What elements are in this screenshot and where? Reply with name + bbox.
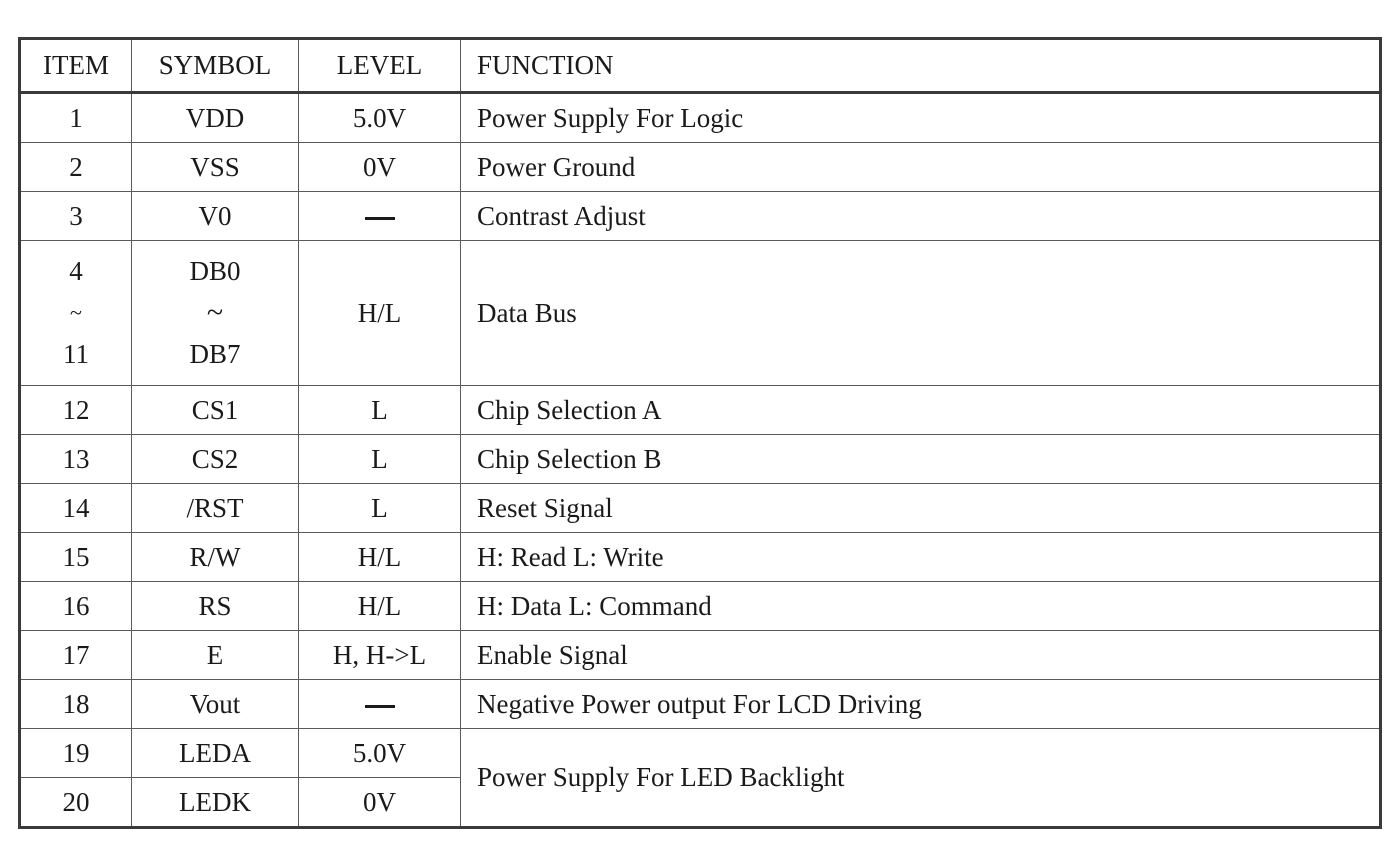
symbol-range-separator: ~ bbox=[206, 296, 224, 329]
level-cell: 0V bbox=[299, 143, 461, 192]
function-cell: Data Bus bbox=[461, 241, 1381, 386]
function-cell: Chip Selection A bbox=[461, 386, 1381, 435]
pin-function-table bbox=[18, 37, 1382, 829]
item-range-cell bbox=[20, 241, 132, 386]
function-cell: Power Supply For Logic bbox=[461, 93, 1381, 143]
table-row bbox=[20, 143, 1381, 192]
dash-icon bbox=[365, 705, 395, 708]
level-cell: 5.0V bbox=[299, 93, 461, 143]
item-cell: 2 bbox=[20, 143, 132, 192]
symbol-cell: VSS bbox=[132, 143, 299, 192]
header-symbol: SYMBOL bbox=[132, 39, 299, 93]
item-cell: 14 bbox=[20, 484, 132, 533]
level-cell: L bbox=[299, 435, 461, 484]
function-cell: Negative Power output For LCD Driving bbox=[461, 680, 1381, 729]
symbol-cell: Vout bbox=[132, 680, 299, 729]
table-row bbox=[20, 192, 1381, 241]
function-cell: Enable Signal bbox=[461, 631, 1381, 680]
table-row-data-bus bbox=[20, 241, 1381, 386]
symbol-cell: CS1 bbox=[132, 386, 299, 435]
table-row bbox=[20, 386, 1381, 435]
item-range-start: 4 bbox=[69, 256, 83, 286]
symbol-cell: CS2 bbox=[132, 435, 299, 484]
symbol-cell: LEDA bbox=[132, 729, 299, 778]
item-cell: 13 bbox=[20, 435, 132, 484]
table-row bbox=[20, 582, 1381, 631]
function-cell: H: Read L: Write bbox=[461, 533, 1381, 582]
table-row bbox=[20, 93, 1381, 143]
function-cell-merged: Power Supply For LED Backlight bbox=[461, 729, 1381, 828]
level-cell: H/L bbox=[299, 582, 461, 631]
symbol-cell: VDD bbox=[132, 93, 299, 143]
table-row bbox=[20, 484, 1381, 533]
level-cell: H/L bbox=[299, 533, 461, 582]
item-cell: 15 bbox=[20, 533, 132, 582]
table-row bbox=[20, 680, 1381, 729]
item-range-end: 11 bbox=[63, 339, 89, 369]
level-cell: H, H->L bbox=[299, 631, 461, 680]
symbol-range-end: DB7 bbox=[189, 339, 241, 369]
level-cell: H/L bbox=[299, 241, 461, 386]
item-cell: 1 bbox=[20, 93, 132, 143]
table-header-row bbox=[20, 39, 1381, 93]
function-cell: H: Data L: Command bbox=[461, 582, 1381, 631]
item-cell: 16 bbox=[20, 582, 132, 631]
symbol-cell: RS bbox=[132, 582, 299, 631]
item-cell: 17 bbox=[20, 631, 132, 680]
item-cell: 20 bbox=[20, 778, 132, 828]
table-row bbox=[20, 435, 1381, 484]
table-row bbox=[20, 631, 1381, 680]
item-cell: 18 bbox=[20, 680, 132, 729]
function-cell: Chip Selection B bbox=[461, 435, 1381, 484]
item-cell: 3 bbox=[20, 192, 132, 241]
table-row bbox=[20, 533, 1381, 582]
header-function: FUNCTION bbox=[461, 39, 1381, 93]
symbol-cell: R/W bbox=[132, 533, 299, 582]
level-cell: L bbox=[299, 386, 461, 435]
level-cell bbox=[299, 680, 461, 729]
symbol-cell: /RST bbox=[132, 484, 299, 533]
level-cell: 5.0V bbox=[299, 729, 461, 778]
symbol-range-start: DB0 bbox=[189, 256, 241, 286]
level-cell: L bbox=[299, 484, 461, 533]
item-cell: 19 bbox=[20, 729, 132, 778]
level-cell: 0V bbox=[299, 778, 461, 828]
header-level: LEVEL bbox=[299, 39, 461, 93]
function-cell: Contrast Adjust bbox=[461, 192, 1381, 241]
symbol-cell: E bbox=[132, 631, 299, 680]
table-row bbox=[20, 729, 1381, 778]
symbol-cell: LEDK bbox=[132, 778, 299, 828]
function-cell: Power Ground bbox=[461, 143, 1381, 192]
symbol-range-cell bbox=[132, 241, 299, 386]
dash-icon bbox=[365, 217, 395, 220]
level-cell bbox=[299, 192, 461, 241]
header-item: ITEM bbox=[20, 39, 132, 93]
item-cell: 12 bbox=[20, 386, 132, 435]
function-cell: Reset Signal bbox=[461, 484, 1381, 533]
symbol-cell: V0 bbox=[132, 192, 299, 241]
item-range-separator: ~ bbox=[70, 300, 82, 325]
